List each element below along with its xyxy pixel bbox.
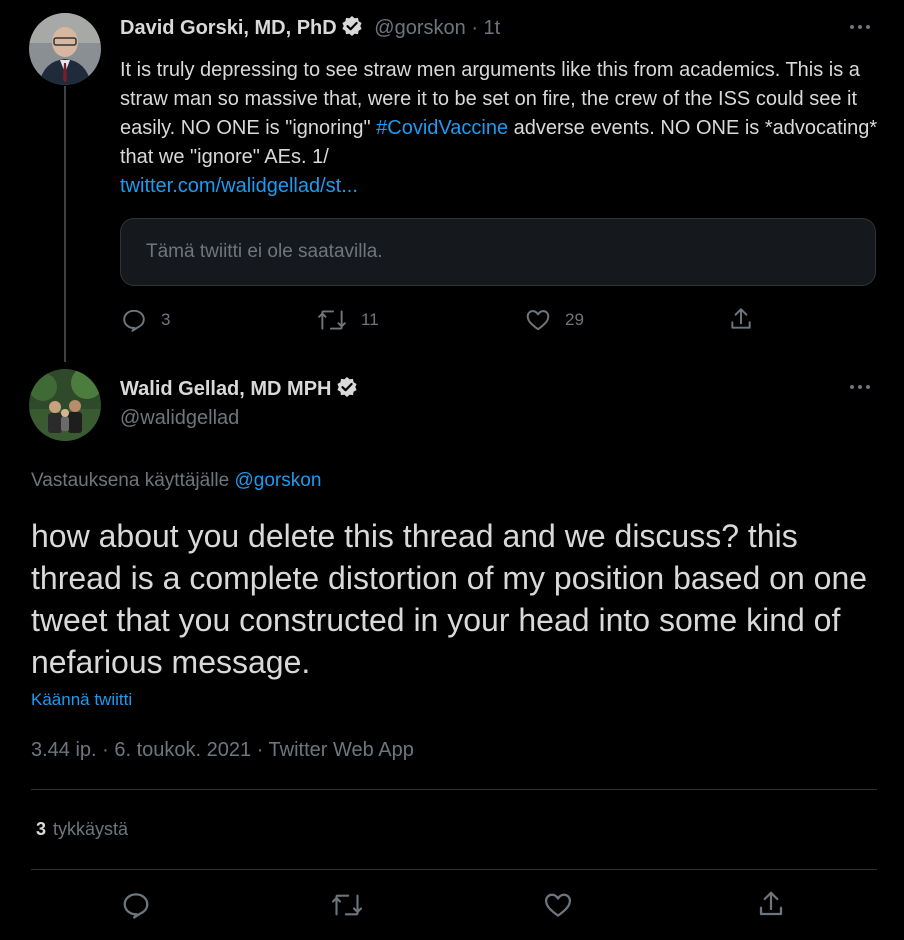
reply-icon [121,307,147,333]
tweet1-author-name[interactable]: David Gorski, MD, PhD [120,17,337,39]
avatar-walid-gellad[interactable] [29,369,101,441]
likes-label: tykkäystä [53,819,129,839]
tweet1-reply-count: 3 [161,310,171,329]
reply-context [31,470,321,492]
verified-badge-icon [341,15,363,43]
hashtag-link[interactable]: #CovidVaccine [376,117,509,139]
divider-bottom [31,869,877,870]
likes-number: 3 [36,819,47,839]
tweet2-reply-button[interactable] [121,890,151,920]
tweet2-meta[interactable]: 3.44 ip. · 6. toukok. 2021 · Twitter Web App [31,739,414,761]
quoted-tweet-unavailable[interactable] [120,218,876,286]
tweet1-retweet-button[interactable] [317,307,379,333]
tweet1-share-button[interactable] [728,306,754,332]
tweet1-text [120,56,890,201]
avatar-david-gorski[interactable] [29,13,101,85]
like-icon [525,307,551,333]
retweet-icon [330,891,364,919]
tweet2-more-icon[interactable] [845,377,875,397]
tweet2-text: how about you delete this thread and we discuss? this thread is a complete distortion of my position based on one tweet that you constructed in your head into some kind of nefarious message. [31,518,868,680]
translate-tweet-link[interactable]: Käännä twiitti [31,690,133,709]
tweet1-separator: · [471,17,478,39]
tweet1-more-icon[interactable] [845,17,875,37]
divider-top [31,789,877,790]
tweet2-author-name[interactable]: Walid Gellad, MD MPH [120,378,332,400]
tweet1-retweet-count: 11 [361,310,379,329]
reply-prefix: Vastauksena käyttäjälle [31,470,230,491]
tweet2-share-button[interactable] [756,889,786,919]
tweet2-handle[interactable]: @walidgellad [120,407,240,429]
reply-icon [121,890,151,920]
tweet1-like-count: 29 [565,310,584,329]
tweet1-text-part2: adverse events. NO ONE is *advocating* that we "ignore" AEs. 1/ [120,117,878,168]
tweet1-header [120,15,500,43]
tweet1-time[interactable]: 1t [483,17,501,39]
quoted-unavailable-text: Tämä twiitti ei ole saatavilla. [146,241,383,262]
likes-summary[interactable] [36,819,128,840]
tweet1-url-link[interactable]: twitter.com/walidgellad/st... [120,175,358,197]
tweet1-reply-button[interactable] [121,307,170,333]
like-icon [543,890,573,920]
tweet2-author-row [120,376,358,403]
tweet2-like-button[interactable] [543,890,573,920]
reply-to-link[interactable]: @gorskon [234,470,322,491]
tweet1-like-button[interactable] [525,307,584,333]
tweet1-handle[interactable]: @gorskon [374,17,466,39]
tweet1-text-part1: It is truly depressing to see straw men arguments like this from academics. This is a straw man so massive that, were it to be set on fire, the crew of the ISS could see it easily. NO ONE is "ignoring" [120,59,860,139]
thread-connector-line [64,86,66,362]
tweet2-retweet-button[interactable] [330,891,364,919]
share-icon [756,889,786,919]
verified-badge-icon [336,376,358,403]
share-icon [728,306,754,332]
retweet-icon [317,307,347,333]
